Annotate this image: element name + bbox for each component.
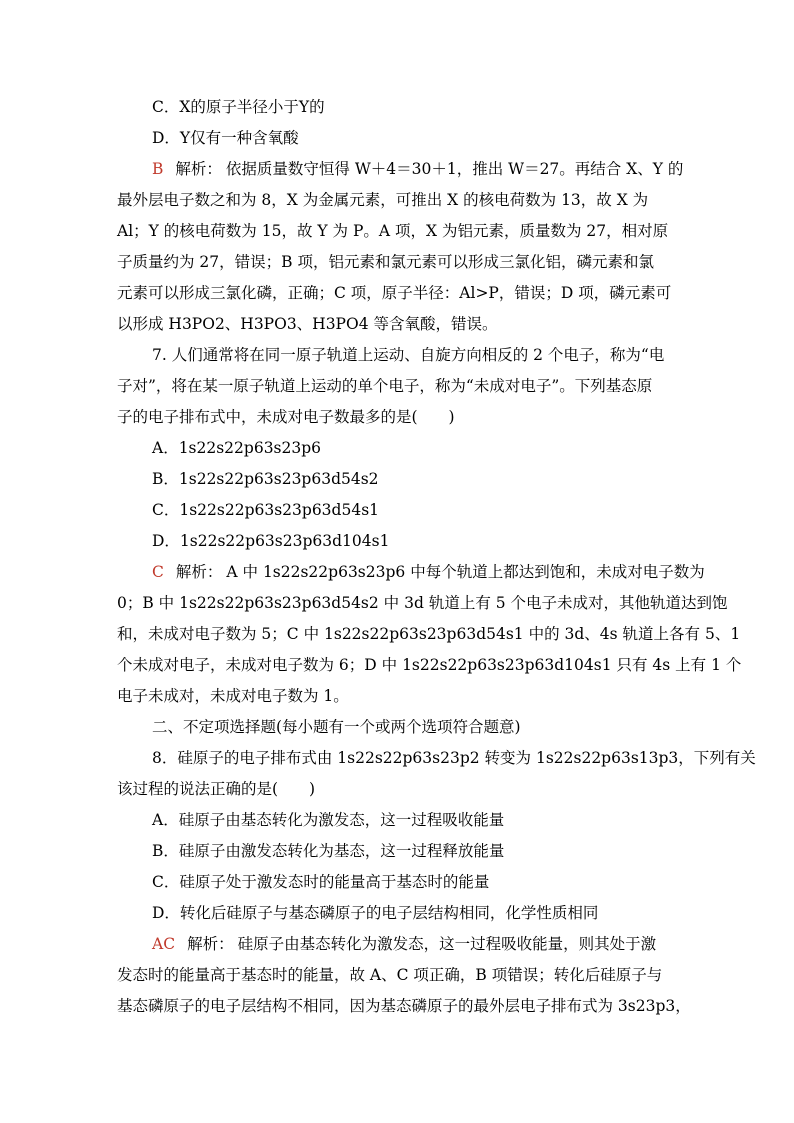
q8-option-a: A．硅原子由基态转化为激发态，这一过程吸收能量 [152, 811, 505, 829]
q6-option-d: D．Y仅有一种含氧酸 [152, 129, 299, 147]
q7-option-c: C．1s22s22p63s23p63d54s1 [152, 501, 380, 519]
q8-answer: AC [152, 935, 176, 953]
q7-option-b: B．1s22s22p63s23p63d54s2 [152, 470, 379, 488]
q6-explanation-line-5: 元素可以形成三氯化磷，正确；C 项，原子半径：Al>P，错误；D 项，磷元素可 [117, 284, 672, 302]
q8-explanation-line-3: 基态磷原子的电子层结构不相同，因为基态磷原子的最外层电子排布式为 3s23p3， [117, 997, 691, 1015]
q7-explanation-line-1 [152, 562, 705, 582]
q7-option-a: A．1s22s22p63s23p6 [152, 439, 322, 457]
q6-explanation-line-6: 以形成 H3PO2、H3PO3、H3PO4 等含氧酸，错误。 [117, 315, 498, 333]
q8-explanation-text-1: 硅原子由基态转化为激发态，这一过程吸收能量，则其处于激 [237, 935, 657, 953]
q7-option-d: D．1s22s22p63s23p63d104s1 [152, 532, 390, 550]
q7-explanation-line-5: 电子未成对，未成对电子数为 1。 [117, 687, 349, 705]
q7-explanation-text-1: A 中 1s22s22p63s23p6 中每个轨道上都达到饱和，未成对电子数为 [226, 563, 705, 581]
q8-explanation-line-2: 发态时的能量高于基态时的能量，故 A、C 项正确，B 项错误；转化后硅原子与 [117, 966, 663, 984]
q8-stem-line-2: 该过程的说法正确的是( ) [117, 780, 316, 798]
q7-stem-line-3: 子的电子排布式中，未成对电子数最多的是( ) [117, 408, 455, 426]
section-heading: 二、不定项选择题(每小题有一个或两个选项符合题意) [152, 718, 521, 736]
q7-explanation-line-3: 和，未成对电子数为 5；C 中 1s22s22p63s23p63d54s1 中的 3d、4s 轨道上各有 5、1 [117, 625, 741, 643]
q8-stem-line-1: 8．硅原子的电子排布式由 1s22s22p63s23p2 转变为 1s22s22p63s13p3，下列有关 [152, 749, 756, 767]
q7-stem-line-1: 7. 人们通常将在同一原子轨道上运动、自旋方向相反的 2 个电子，称为“电 [152, 346, 665, 364]
q6-explanation-line-4: 子质量约为 27，错误；B 项，铝元素和氯元素可以形成三氯化铝，磷元素和氯 [117, 253, 654, 271]
q7-explanation-label: 解析： [175, 563, 223, 581]
q7-explanation-line-2: 0；B 中 1s22s22p63s23p63d54s2 中 3d 轨道上有 5 个电子未成对，其他轨道达到饱 [117, 594, 728, 612]
q8-explanation-line-1 [152, 934, 656, 954]
q8-explanation-label: 解析： [187, 935, 234, 953]
q8-option-c: C．硅原子处于激发态时的能量高于基态时的能量 [152, 873, 490, 891]
q6-explanation-line-1 [152, 159, 683, 179]
q7-explanation-line-4: 个未成对电子，未成对电子数为 6；D 中 1s22s22p63s23p63d104s1 只有 4s 上有 1 个 [117, 656, 742, 674]
q8-option-b: B．硅原子由激发态转化为基态，这一过程释放能量 [152, 842, 505, 860]
q7-answer: C [152, 563, 164, 581]
q6-explanation-line-2: 最外层电子数之和为 8，X 为金属元素，可推出 X 的核电荷数为 13，故 X 为 [117, 191, 649, 209]
q6-explanation-label: 解析： [175, 160, 222, 178]
q6-answer: B [152, 160, 164, 178]
q7-stem-line-2: 子对”，将在某一原子轨道上运动的单个电子，称为“未成对电子”。下列基态原 [117, 377, 653, 395]
q8-option-d: D．转化后硅原子与基态磷原子的电子层结构相同，化学性质相同 [152, 904, 599, 922]
q6-explanation-line-3: Al；Y 的核电荷数为 15，故 Y 为 P。A 项，X 为铝元素，质量数为 27，相对原 [117, 222, 669, 240]
q6-explanation-text-1: 依据质量数守恒得 W＋4＝30＋1，推出 W＝27。再结合 X、Y 的 [225, 160, 684, 178]
q6-option-c: C．X的原子半径小于Y的 [152, 98, 325, 116]
